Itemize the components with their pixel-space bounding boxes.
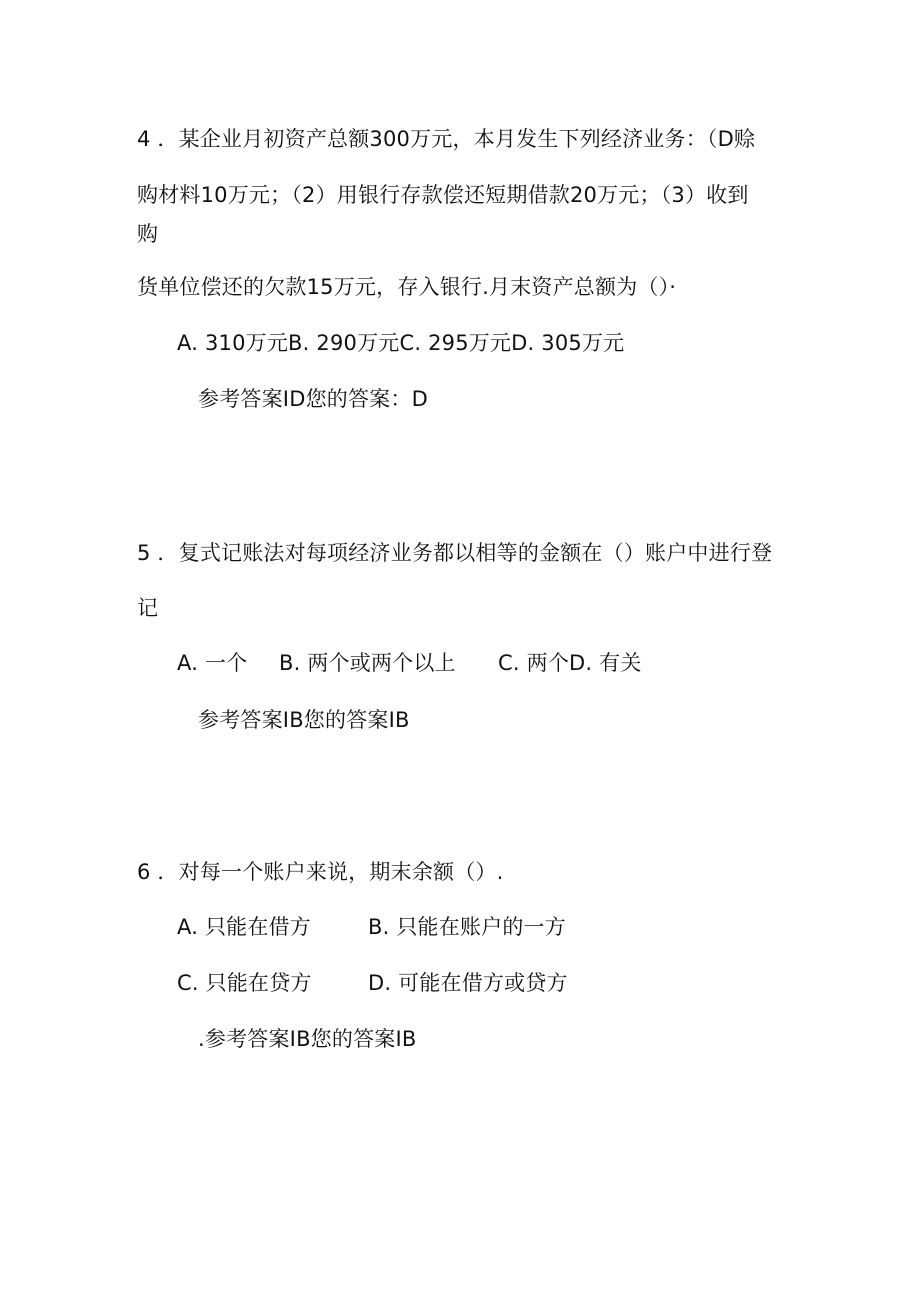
question-5-option-a: A. 一个 [177, 651, 248, 675]
question-5-line-2: 记 [137, 596, 159, 620]
question-6-answer: .参考答案IB您的答案IB [198, 1027, 417, 1051]
question-4-line-3: 购 [137, 222, 159, 246]
question-5-answer: 参考答案IB您的答案IB [198, 708, 410, 732]
question-6-option-c: C. 只能在贷方 [177, 971, 312, 995]
question-6-option-b: B. 只能在账户的一方 [368, 915, 566, 939]
question-6-option-a: A. 只能在借方 [177, 915, 311, 939]
question-4-line-4: 货单位偿还的欠款15万元，存入银行.月末资产总额为（）· [137, 275, 677, 299]
question-4-answer: 参考答案ID您的答案：D [198, 387, 428, 411]
question-5-option-cd: C. 两个D. 有关 [498, 651, 642, 675]
question-5-line-1: 5 ．复式记账法对每项经济业务都以相等的金额在（）账户中进行登 [137, 541, 773, 565]
question-4-line-1: 4 ．某企业月初资产总额300万元，本月发生下列经济业务：（D赊 [137, 127, 756, 151]
question-6-line-1: 6 ．对每一个账户来说，期末余额（）. [137, 860, 504, 884]
question-6-option-d: D. 可能在借方或贷方 [368, 971, 568, 995]
question-5-option-b: B. 两个或两个以上 [279, 651, 456, 675]
question-4-line-2: 购材料10万元；（2）用银行存款偿还短期借款20万元；（3）收到 [137, 183, 749, 207]
question-4-options: A. 310万元B. 290万元C. 295万元D. 305万元 [177, 331, 625, 355]
